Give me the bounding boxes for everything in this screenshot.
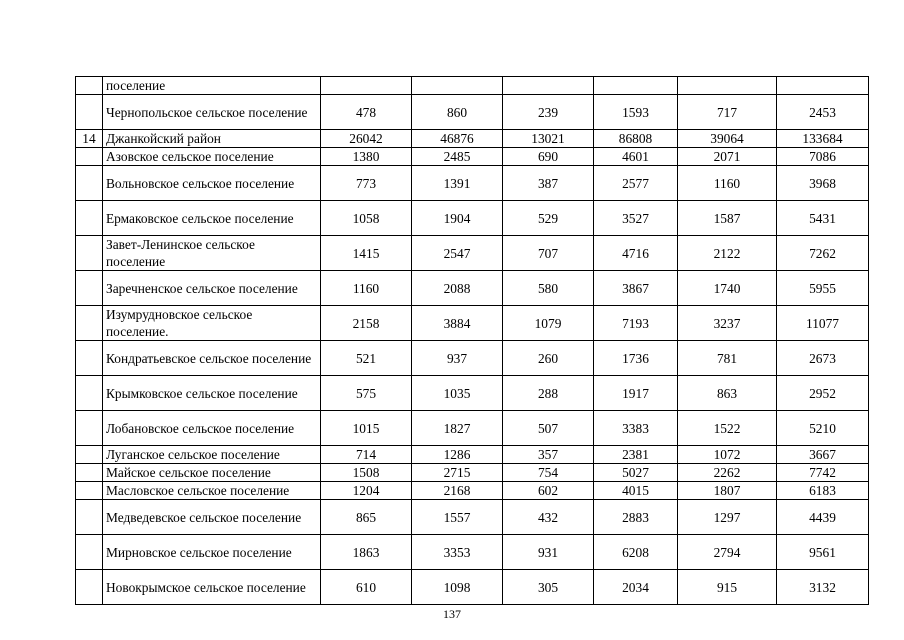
value-cell-6: 4439 bbox=[777, 500, 869, 535]
value-cell-4: 2381 bbox=[594, 446, 678, 464]
value-cell-6: 5210 bbox=[777, 411, 869, 446]
value-cell-1: 1160 bbox=[321, 271, 412, 306]
value-cell-1: 575 bbox=[321, 376, 412, 411]
value-cell-5: 781 bbox=[678, 341, 777, 376]
row-index bbox=[76, 306, 103, 341]
value-cell-4: 3383 bbox=[594, 411, 678, 446]
value-cell-4: 1593 bbox=[594, 95, 678, 130]
value-cell-5: 863 bbox=[678, 376, 777, 411]
value-cell-4: 2034 bbox=[594, 570, 678, 605]
table-row bbox=[76, 271, 869, 306]
value-cell-2: 937 bbox=[412, 341, 503, 376]
value-cell-6: 6183 bbox=[777, 482, 869, 500]
settlement-name: Азовское сельское поселение bbox=[103, 148, 321, 166]
value-cell-4: 4716 bbox=[594, 236, 678, 271]
row-index bbox=[76, 341, 103, 376]
value-cell-3: 529 bbox=[503, 201, 594, 236]
value-cell-3: 602 bbox=[503, 482, 594, 500]
settlement-name: Крымковское сельское поселение bbox=[103, 376, 321, 411]
table-row bbox=[76, 77, 869, 95]
settlement-name: Кондратьевское сельское поселение bbox=[103, 341, 321, 376]
value-cell-3: 288 bbox=[503, 376, 594, 411]
row-index bbox=[76, 201, 103, 236]
value-cell-1: 1058 bbox=[321, 201, 412, 236]
settlement-name: Ермаковское сельское поселение bbox=[103, 201, 321, 236]
settlement-name: Лобановское сельское поселение bbox=[103, 411, 321, 446]
value-cell-4: 6208 bbox=[594, 535, 678, 570]
value-cell-2: 46876 bbox=[412, 130, 503, 148]
value-cell-5: 2122 bbox=[678, 236, 777, 271]
value-cell-3: 1079 bbox=[503, 306, 594, 341]
value-cell-6: 3132 bbox=[777, 570, 869, 605]
value-cell-5: 1072 bbox=[678, 446, 777, 464]
table-row bbox=[76, 130, 869, 148]
value-cell-5 bbox=[678, 77, 777, 95]
value-cell-6: 7086 bbox=[777, 148, 869, 166]
settlement-name: Заречненское сельское поселение bbox=[103, 271, 321, 306]
value-cell-1: 521 bbox=[321, 341, 412, 376]
value-cell-4: 2883 bbox=[594, 500, 678, 535]
settlement-name: Вольновское сельское поселение bbox=[103, 166, 321, 201]
row-index bbox=[76, 482, 103, 500]
value-cell-3: 580 bbox=[503, 271, 594, 306]
row-index bbox=[76, 166, 103, 201]
value-cell-6: 7742 bbox=[777, 464, 869, 482]
settlement-name: Майское сельское поселение bbox=[103, 464, 321, 482]
value-cell-2: 1098 bbox=[412, 570, 503, 605]
value-cell-1: 773 bbox=[321, 166, 412, 201]
row-index bbox=[76, 77, 103, 95]
row-index bbox=[76, 535, 103, 570]
value-cell-1: 478 bbox=[321, 95, 412, 130]
table-row bbox=[76, 95, 869, 130]
row-index: 14 bbox=[76, 130, 103, 148]
value-cell-6: 133684 bbox=[777, 130, 869, 148]
value-cell-2: 2485 bbox=[412, 148, 503, 166]
value-cell-2: 3353 bbox=[412, 535, 503, 570]
value-cell-5: 1740 bbox=[678, 271, 777, 306]
value-cell-4: 86808 bbox=[594, 130, 678, 148]
value-cell-1: 1863 bbox=[321, 535, 412, 570]
value-cell-5: 717 bbox=[678, 95, 777, 130]
row-index bbox=[76, 236, 103, 271]
value-cell-2: 1557 bbox=[412, 500, 503, 535]
value-cell-3: 432 bbox=[503, 500, 594, 535]
value-cell-3: 931 bbox=[503, 535, 594, 570]
value-cell-4: 2577 bbox=[594, 166, 678, 201]
value-cell-5: 2262 bbox=[678, 464, 777, 482]
value-cell-5: 2071 bbox=[678, 148, 777, 166]
value-cell-2: 1391 bbox=[412, 166, 503, 201]
table-row bbox=[76, 306, 869, 341]
value-cell-1: 1415 bbox=[321, 236, 412, 271]
value-cell-2: 1286 bbox=[412, 446, 503, 464]
settlement-name: Джанкойский район bbox=[103, 130, 321, 148]
value-cell-4: 1736 bbox=[594, 341, 678, 376]
value-cell-2: 2547 bbox=[412, 236, 503, 271]
settlement-name: Медведевское сельское поселение bbox=[103, 500, 321, 535]
table-row bbox=[76, 148, 869, 166]
value-cell-1: 610 bbox=[321, 570, 412, 605]
table-row bbox=[76, 464, 869, 482]
row-index bbox=[76, 500, 103, 535]
row-index bbox=[76, 95, 103, 130]
value-cell-6: 3968 bbox=[777, 166, 869, 201]
value-cell-3: 357 bbox=[503, 446, 594, 464]
value-cell-2 bbox=[412, 77, 503, 95]
value-cell-4: 7193 bbox=[594, 306, 678, 341]
value-cell-3: 507 bbox=[503, 411, 594, 446]
value-cell-4: 1917 bbox=[594, 376, 678, 411]
value-cell-6: 2453 bbox=[777, 95, 869, 130]
value-cell-5: 1807 bbox=[678, 482, 777, 500]
table-row bbox=[76, 376, 869, 411]
value-cell-4: 3527 bbox=[594, 201, 678, 236]
value-cell-5: 1587 bbox=[678, 201, 777, 236]
table-row bbox=[76, 201, 869, 236]
value-cell-3: 690 bbox=[503, 148, 594, 166]
row-index bbox=[76, 446, 103, 464]
value-cell-4: 5027 bbox=[594, 464, 678, 482]
value-cell-6: 9561 bbox=[777, 535, 869, 570]
value-cell-2: 1904 bbox=[412, 201, 503, 236]
row-index bbox=[76, 411, 103, 446]
value-cell-1: 714 bbox=[321, 446, 412, 464]
value-cell-4 bbox=[594, 77, 678, 95]
value-cell-6: 11077 bbox=[777, 306, 869, 341]
value-cell-6: 2952 bbox=[777, 376, 869, 411]
settlement-name: Завет-Ленинское сельское поселение bbox=[103, 236, 321, 271]
row-index bbox=[76, 464, 103, 482]
value-cell-5: 1160 bbox=[678, 166, 777, 201]
value-cell-1: 865 bbox=[321, 500, 412, 535]
row-index bbox=[76, 148, 103, 166]
value-cell-1: 26042 bbox=[321, 130, 412, 148]
value-cell-2: 860 bbox=[412, 95, 503, 130]
value-cell-1: 1508 bbox=[321, 464, 412, 482]
table-row bbox=[76, 570, 869, 605]
row-index bbox=[76, 570, 103, 605]
value-cell-5: 915 bbox=[678, 570, 777, 605]
value-cell-2: 2088 bbox=[412, 271, 503, 306]
value-cell-4: 3867 bbox=[594, 271, 678, 306]
table-row bbox=[76, 341, 869, 376]
page-number: 137 bbox=[443, 607, 461, 621]
value-cell-6: 5955 bbox=[777, 271, 869, 306]
data-table bbox=[75, 76, 869, 605]
table-row bbox=[76, 446, 869, 464]
value-cell-2: 2715 bbox=[412, 464, 503, 482]
table-row bbox=[76, 500, 869, 535]
table-row bbox=[76, 166, 869, 201]
value-cell-3: 305 bbox=[503, 570, 594, 605]
value-cell-3: 13021 bbox=[503, 130, 594, 148]
value-cell-1: 1204 bbox=[321, 482, 412, 500]
value-cell-5: 2794 bbox=[678, 535, 777, 570]
settlement-name: Изумрудновское сельское поселение. bbox=[103, 306, 321, 341]
value-cell-1: 1380 bbox=[321, 148, 412, 166]
value-cell-5: 3237 bbox=[678, 306, 777, 341]
value-cell-6: 2673 bbox=[777, 341, 869, 376]
value-cell-3: 239 bbox=[503, 95, 594, 130]
value-cell-3: 754 bbox=[503, 464, 594, 482]
value-cell-6 bbox=[777, 77, 869, 95]
value-cell-3: 387 bbox=[503, 166, 594, 201]
value-cell-3: 260 bbox=[503, 341, 594, 376]
value-cell-1: 2158 bbox=[321, 306, 412, 341]
table-row bbox=[76, 411, 869, 446]
table-row bbox=[76, 236, 869, 271]
row-index bbox=[76, 271, 103, 306]
value-cell-4: 4015 bbox=[594, 482, 678, 500]
settlement-name: поселение bbox=[103, 77, 321, 95]
value-cell-6: 7262 bbox=[777, 236, 869, 271]
value-cell-3 bbox=[503, 77, 594, 95]
value-cell-5: 1297 bbox=[678, 500, 777, 535]
settlement-name: Масловское сельское поселение bbox=[103, 482, 321, 500]
settlement-name: Новокрымское сельское поселение bbox=[103, 570, 321, 605]
value-cell-1: 1015 bbox=[321, 411, 412, 446]
value-cell-2: 2168 bbox=[412, 482, 503, 500]
value-cell-5: 1522 bbox=[678, 411, 777, 446]
value-cell-2: 1035 bbox=[412, 376, 503, 411]
value-cell-4: 4601 bbox=[594, 148, 678, 166]
table-row bbox=[76, 535, 869, 570]
settlement-name: Луганское сельское поселение bbox=[103, 446, 321, 464]
settlement-name: Мирновское сельское поселение bbox=[103, 535, 321, 570]
value-cell-2: 1827 bbox=[412, 411, 503, 446]
value-cell-2: 3884 bbox=[412, 306, 503, 341]
value-cell-5: 39064 bbox=[678, 130, 777, 148]
table-row bbox=[76, 482, 869, 500]
value-cell-6: 3667 bbox=[777, 446, 869, 464]
value-cell-3: 707 bbox=[503, 236, 594, 271]
settlement-name: Чернопольское сельское поселение bbox=[103, 95, 321, 130]
table-body bbox=[76, 77, 869, 605]
value-cell-1 bbox=[321, 77, 412, 95]
value-cell-6: 5431 bbox=[777, 201, 869, 236]
row-index bbox=[76, 376, 103, 411]
